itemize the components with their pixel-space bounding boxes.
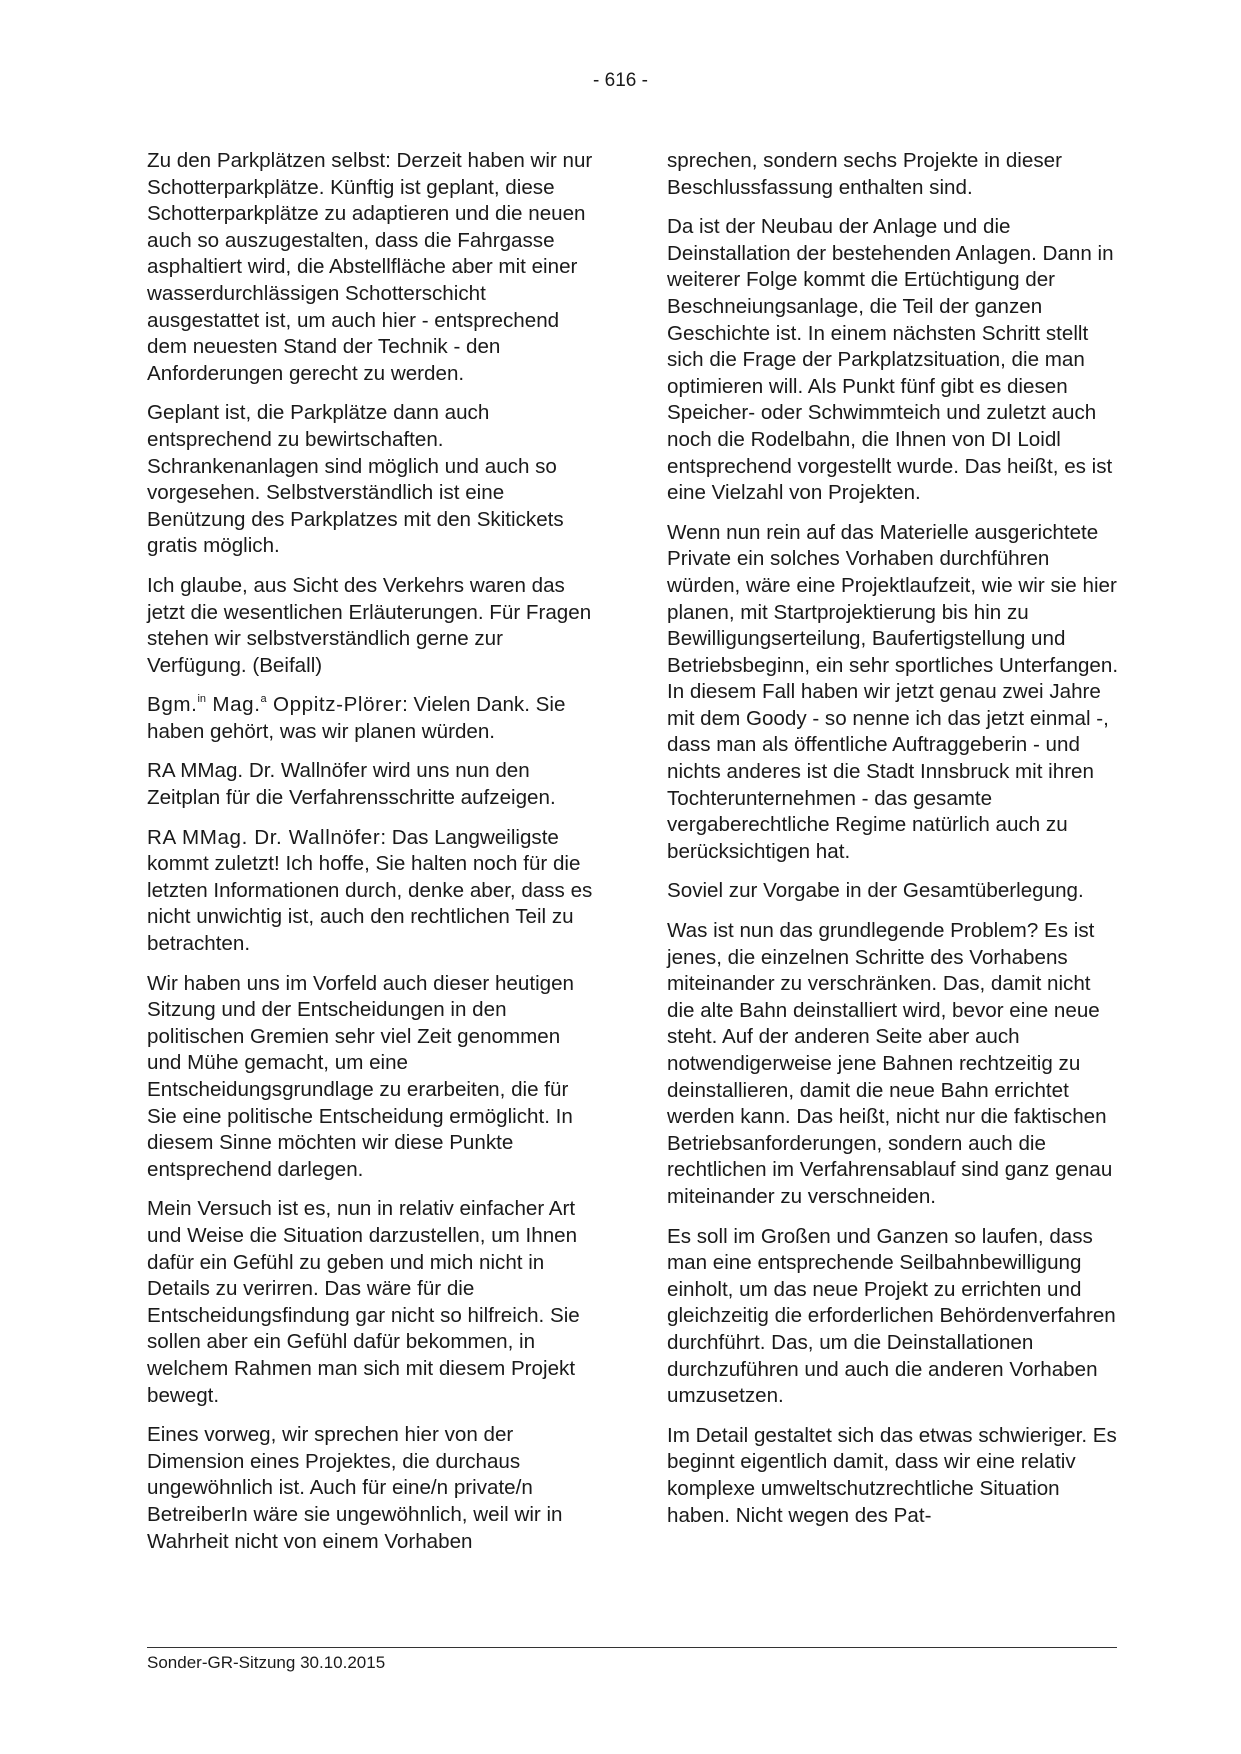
speaker-paragraph [147,825,599,958]
paragraph: Was ist nun das grundlegende Problem? Es ist jenes, die einzelnen Schritte des Vorhabens miteinander zu verschränken. Das, damit nicht die alte Bahn deinstalliert wird, bevor eine neue steht. Auf der anderen Seite aber auch notwendigerweise jene Bahnen rechtzeitig zu deinstallieren, damit die neue Bahn errichtet werden kann. Das heißt, nicht nur die faktischen Betriebsanforderungen, sondern auch die rechtlichen im Verfahrensablauf sind ganz genau miteinander zu verschneiden. [667,919,1113,1208]
paragraph: Wenn nun rein auf das Materielle ausgerichtete Private ein solches Vorhaben durchführen würden, wäre eine Projektlaufzeit, wie wir sie hier planen, mit Startprojektierung bis hin zu Bewilligungserteilung, Baufertigstellung und Betriebsbeginn, ein sehr sportliches Unterfangen. In diesem Fall haben wir jetzt genau zwei Jahre mit dem Goody - so nenne ich das jetzt einmal -, dass man als öffentliche Auftraggeberin - und nichts anderes ist die Stadt Innsbruck mit ihren Tochterunternehmen - das gesamte vergaberechtliche Regime natürlich auch zu berücksichtigen hat. [667,520,1119,863]
superscript: a [260,693,267,706]
paragraph: Wir haben uns im Vorfeld auch dieser heutigen Sitzung und der Entscheidungen in den politischen Gremien sehr viel Zeit genommen und Mühe gemacht, um eine Entscheidungsgrundlage zu erarbeiten, die für Sie eine politische Entscheidung ermöglicht. In diesem Sinne möchten wir diese Punkte entsprechend darlegen. [147,971,574,1181]
superscript: in [197,693,207,706]
right-column [667,148,1119,1542]
paragraph: Geplant ist, die Parkplätze dann auch entsprechend zu bewirtschaften. Schrankenanlagen sind möglich und auch so vorgesehen. Selbstverständlich ist eine Benützung des Parkplatzes mit den Skitickets gratis möglich. [147,401,564,558]
speaker-paragraph [147,692,599,745]
paragraph: Eines vorweg, wir sprechen hier von der Dimension eines Projektes, die durchaus ungewöhnlich ist. Auch für eine/n private/n BetreiberIn wäre sie ungewöhnlich, weil wir in Wahrheit nicht von einem Vorhaben [147,1423,563,1553]
speaker-name: Bgm.$^{in}$ Mag.$^a$ Oppitz-Plörer [147,693,403,717]
paragraph: Es soll im Großen und Ganzen so laufen, dass man eine entsprechende Seilbahnbewilligung einholt, um das neue Projekt zu errichten und gleichzeitig die erforderlichen Behördenverfahren durchführt. Das, um die Deinstallationen durchzuführen und auch die anderen Vorhaben umzusetzen. [667,1224,1116,1408]
speech-text: : Vielen Dank. Sie haben gehört, was wir planen würden. [147,693,566,743]
paragraph: sprechen, sondern sechs Projekte in dieser Beschlussfassung enthalten sind. [667,149,1062,199]
paragraph: Mein Versuch ist es, nun in relativ einfacher Art und Weise die Situation darzustellen, um Ihnen dafür ein Gefühl zu geben und mich nicht in Details zu verirren. Das wäre für die Entscheidungsfindung gar nicht so hilfreich. Sie sollen aber ein Gefühl dafür bekommen, in welchem Rahmen man sich mit diesem Projekt bewegt. [147,1197,580,1407]
paragraph: Im Detail gestaltet sich das etwas schwieriger. Es beginnt eigentlich damit, dass wir eine relativ komplexe umweltschutzrechtliche Situation haben. Nicht wegen des Pat- [667,1423,1117,1527]
paragraph: Da ist der Neubau der Anlage und die Deinstallation der bestehenden Anlagen. Dann in weiterer Folge kommt die Ertüchtigung der Beschneiungsanlage, die Teil der ganzen Geschichte ist. In einem nächsten Schritt stellt sich die Frage der Parkplatzsituation, die man optimieren will. Als Punkt fünf gibt es diesen Speicher- oder Schwimmteich und zuletzt auch noch die Rodelbahn, die Ihnen von DI Loidl entsprechend vorgestellt wurde. Das heißt, es ist eine Vielzahl von Projekten. [667,215,1114,505]
footer-divider [147,1647,1117,1648]
speaker-name: RA MMag. Dr. Wallnöfer [147,825,381,849]
left-column [147,148,599,1568]
paragraph: RA MMag. Dr. Wallnöfer wird uns nun den Zeitplan für die Verfahrensschritte aufzeigen. [147,759,556,810]
speech-text: : Das Langweiligste kommt zuletzt! Ich hoffe, Sie halten noch für die letzten Informationen durch, denke aber, dass es nicht unwichtig ist, auch den rechtlichen Teil zu betrachten. [147,825,593,956]
page-number: - 616 - [593,70,648,91]
footer-text: Sonder-GR-Sitzung 30.10.2015 [147,1653,386,1672]
paragraph: Zu den Parkplätzen selbst: Derzeit haben wir nur Schotterparkplätze. Künftig ist geplant, diese Schotterparkplätze zu adaptieren und die neuen auch so auszugestalten, dass die Fahrgasse asphaltiert wird, die Abstellfläche aber mit einer wasserdurchlässigen Schotterschicht ausgestattet ist, um auch hier - entsprechend dem neuesten Stand der Technik - den Anforderungen gerecht zu werden. [147,149,593,385]
paragraph: Soviel zur Vorgabe in der Gesamtüberlegung. [667,879,1084,903]
paragraph: Ich glaube, aus Sicht des Verkehrs waren das jetzt die wesentlichen Erläuterungen. Für Fragen stehen wir selbstverständlich gerne zur Verfügung. (Beifall) [147,573,592,677]
